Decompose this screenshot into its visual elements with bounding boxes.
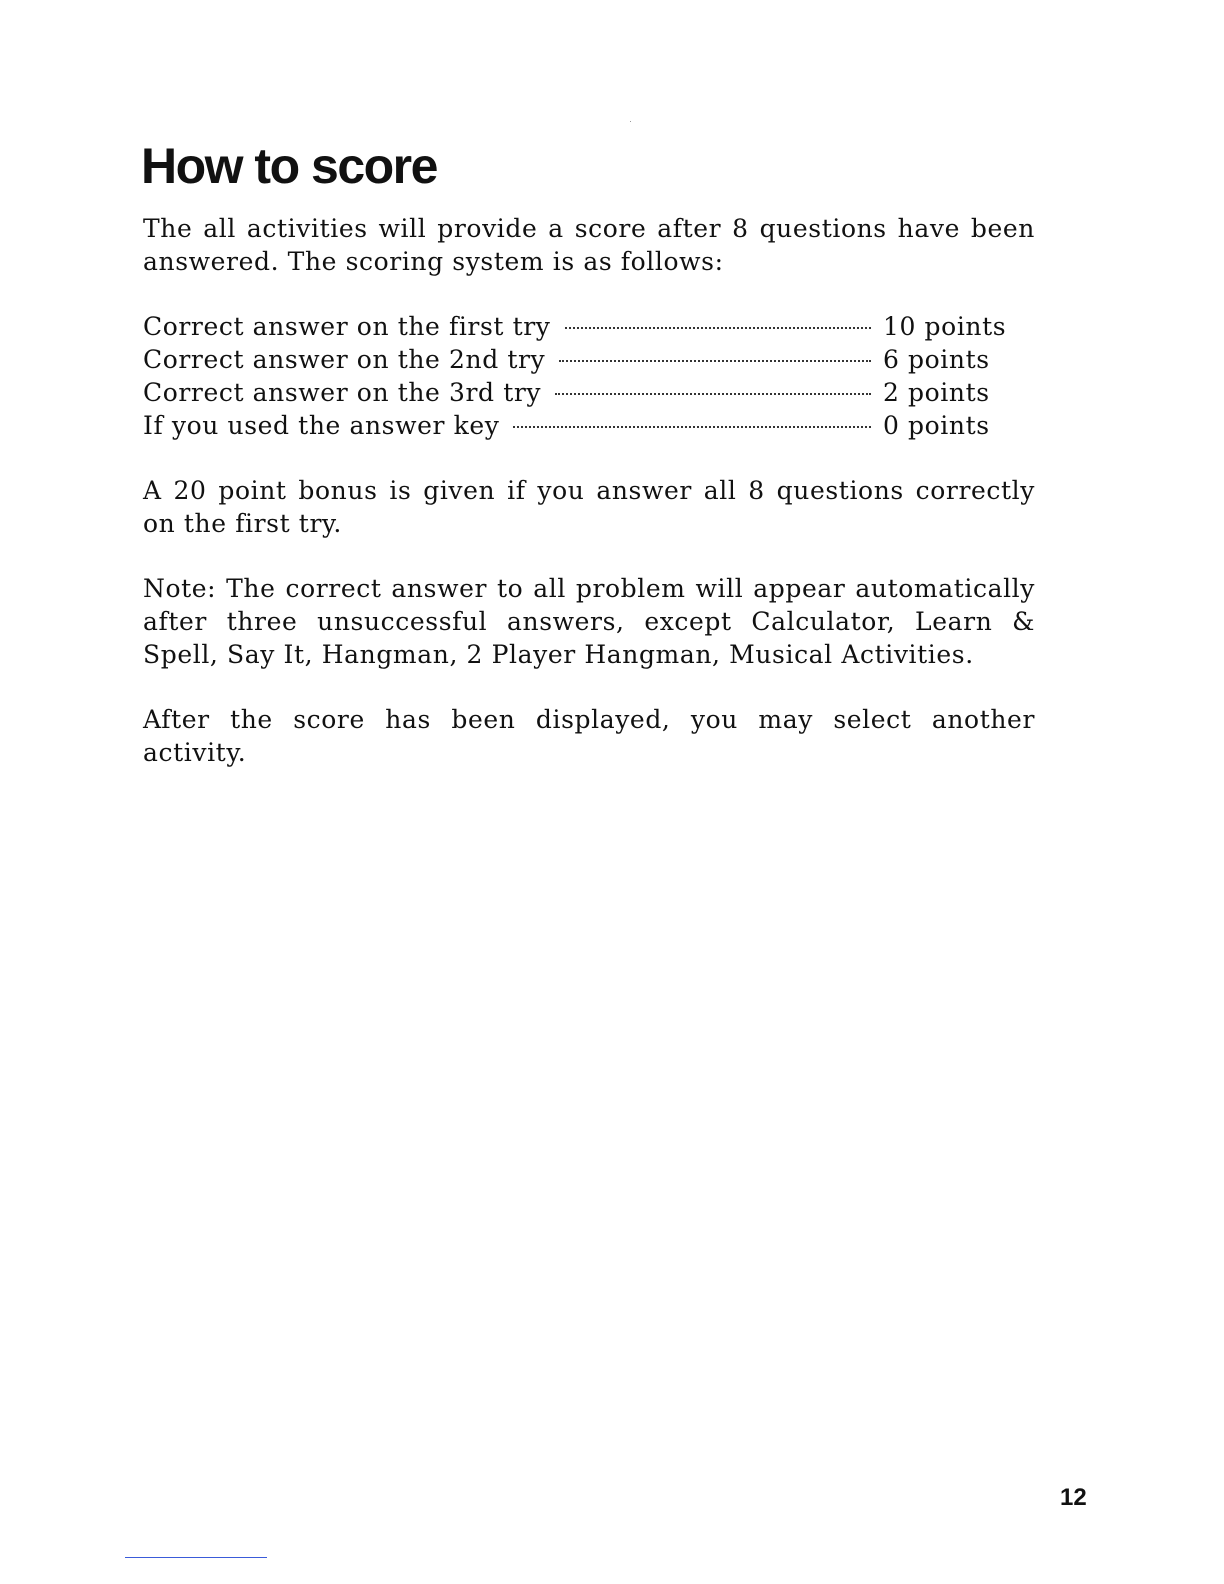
scoring-label: If you used the answer key (143, 411, 500, 440)
scan-speck (630, 121, 631, 122)
scoring-points: 6 points (883, 345, 990, 374)
bottom-rule (125, 1557, 267, 1558)
scoring-row (143, 343, 1015, 376)
closing-paragraph: After the score has been displayed, you may select another activity. (143, 705, 1035, 767)
page-content (143, 212, 1035, 801)
page-number: 12 (1060, 1484, 1087, 1511)
intro-paragraph: The all activities will provide a score after 8 questions have been answered. The scoring system is as follows: (143, 214, 1035, 276)
dot-leader (565, 327, 871, 329)
dot-leader (559, 360, 871, 362)
scoring-label: Correct answer on the 2nd try (143, 345, 546, 374)
scoring-table (143, 310, 1015, 442)
scoring-row (143, 310, 1015, 343)
dot-leader (555, 393, 871, 395)
scoring-points: 10 points (883, 312, 1007, 341)
bonus-paragraph: A 20 point bonus is given if you answer all 8 questions correctly on the first try. (143, 476, 1035, 538)
scoring-points: 2 points (883, 378, 990, 407)
scoring-label: Correct answer on the first try (143, 312, 551, 341)
scoring-label: Correct answer on the 3rd try (143, 378, 542, 407)
dot-leader (513, 426, 871, 428)
scoring-row (143, 409, 1015, 442)
note-paragraph: Note: The correct answer to all problem will appear automatically after three unsuccessful answers, except Calculator, Learn & Spell, Say It, Hangman, 2 Player Hangman, Musical Activities. (143, 574, 1035, 669)
scoring-row (143, 376, 1015, 409)
scoring-points: 0 points (883, 411, 990, 440)
page-title: How to score (141, 138, 437, 194)
